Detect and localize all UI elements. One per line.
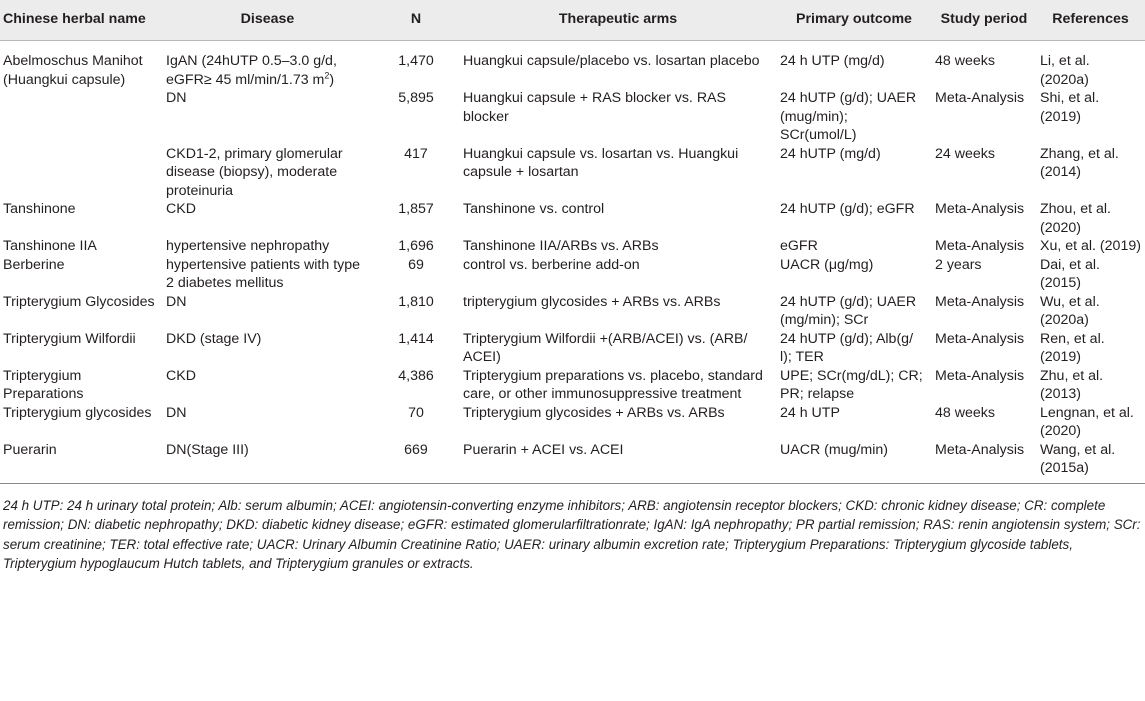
table-footnote: 24 h UTP: 24 h urinary total protein; Alb: serum albumin; ACEI: angiotensin-converting enzyme inhibitors; ARB: angiotensin receptor blockers; CKD: chronic kidney disease; CR: complete remission; DN: diabetic nephropathy; DKD: diabetic kidney disease; eGFR: estimated glomerularfiltrationrate; IgAN: IgA nephropathy; PR partial remission; RAS: renin angiotensin system; SCr: serum creatinine; TER: total effective rate; UACR: Urinary Albumin Creatinine Ratio; UAER: urinary albumin excretion rate; Tripterygium Preparations: Tripterygium glycoside tablets, Tripterygium hypoglaucum Hutch tablets, and Tripterygium granules or extracts. <box>3 497 1141 571</box>
cell-arms: Tanshinone vs. control <box>463 201 605 217</box>
header-disease: Disease <box>240 11 295 27</box>
cell-herbal-name: Tripterygium glycosides <box>3 404 152 421</box>
table-row <box>0 256 1145 293</box>
cell-herbal-name: Tripterygium Wilfordii <box>3 330 136 347</box>
cell-period: 48 weeks <box>935 404 995 421</box>
cell-disease: DN <box>166 90 187 106</box>
cell-herbal-name: Berberine <box>3 256 65 273</box>
table-row <box>0 89 1145 145</box>
cell-n: 1,810 <box>398 293 434 310</box>
cell-herbal-name <box>0 145 163 201</box>
cell-arms: tripterygium glycosides + ARBs vs. ARBs <box>463 293 721 310</box>
table-row <box>0 441 1145 484</box>
table-row <box>0 145 1145 201</box>
cell-references: Zhu, et al. (2013) <box>1040 367 1104 402</box>
table-row <box>0 200 1145 237</box>
cell-arms: Tripterygium preparations vs. placebo, standard care, or other immunosuppressive treatment <box>463 367 763 402</box>
cell-herbal-name: Abelmoschus Manihot (Huangkui capsule) <box>3 53 143 88</box>
cell-period: Meta-Analysis <box>935 201 1025 217</box>
cell-disease: CKD <box>166 367 196 384</box>
cell-disease: hypertensive patients with type 2 diabetes mellitus <box>166 256 361 291</box>
table-row <box>0 237 1145 256</box>
cell-n: 669 <box>404 441 428 458</box>
table-row <box>0 404 1145 441</box>
cell-references: Dai, et al. (2015) <box>1040 256 1100 291</box>
header-therapeutic-arms: Therapeutic arms <box>558 11 678 27</box>
cell-disease: CKD1-2, primary glomerular disease (biopsy), moderate proteinuria <box>166 145 343 199</box>
cell-period: Meta-Analysis <box>935 293 1025 310</box>
cell-references: Ren, et al. (2019) <box>1040 330 1105 365</box>
cell-n: 1,470 <box>398 53 434 69</box>
cell-outcome: eGFR <box>780 238 818 254</box>
header-n: N <box>410 11 422 27</box>
header-references: References <box>1052 11 1129 27</box>
cell-outcome: UPE; SCr(mg/dL); CR; PR; relapse <box>780 367 923 402</box>
cell-period: Meta-Analysis <box>935 367 1025 384</box>
cell-disease: DKD (stage IV) <box>166 330 262 347</box>
cell-herbal-name: Puerarin <box>3 441 57 458</box>
cell-arms: Huangkui capsule + RAS blocker vs. RAS blocker <box>463 90 726 125</box>
cell-n: 1,414 <box>398 330 434 347</box>
cell-disease: CKD <box>166 201 196 217</box>
cell-outcome: 24 hUTP (g/d); UAER (mug/min); SCr(umol/L) <box>780 90 917 143</box>
cell-references: Shi, et al. (2019) <box>1040 90 1100 125</box>
cell-references: Lengnan, et al. (2020) <box>1040 404 1134 439</box>
cell-outcome: 24 hUTP (mg/d) <box>780 145 881 162</box>
cell-period: 24 weeks <box>935 145 995 162</box>
header-study-period: Study period <box>940 11 1028 27</box>
cell-disease <box>163 41 373 90</box>
cell-period: Meta-Analysis <box>935 90 1025 106</box>
header-herbal-name: Chinese herbal name <box>3 11 146 27</box>
cell-outcome: 24 h UTP <box>780 404 840 421</box>
cell-n: 5,895 <box>398 90 434 106</box>
cell-references: Zhou, et al. (2020) <box>1040 201 1111 236</box>
cell-disease-end: ) <box>329 71 335 88</box>
cell-arms: Tanshinone IIA/ARBs vs. ARBs <box>463 238 659 254</box>
cell-n: 4,386 <box>398 367 434 384</box>
cell-period: Meta-Analysis <box>935 330 1025 347</box>
cell-references: Li, et al. (2020a) <box>1040 53 1090 88</box>
table-row <box>0 330 1145 367</box>
cell-arms: Tripterygium glycosides + ARBs vs. ARBs <box>463 404 725 421</box>
cell-n: 1,696 <box>398 238 434 254</box>
cell-arms: control vs. berberine add-on <box>463 256 640 273</box>
cell-outcome: UACR (mug/min) <box>780 441 888 458</box>
cell-references: Wang, et al. (2015a) <box>1040 441 1116 476</box>
cell-references: Zhang, et al. (2014) <box>1040 145 1119 180</box>
cell-outcome: 24 hUTP (g/d); UAER (mg/min); SCr <box>780 293 917 328</box>
cell-herbal-name: Tanshinone IIA <box>3 238 97 254</box>
cell-disease: DN <box>166 293 187 310</box>
cell-herbal-name: Tanshinone <box>3 201 76 217</box>
cell-n: 417 <box>404 145 428 162</box>
cell-references: Xu, et al. (2019) <box>1040 238 1141 254</box>
table-row <box>0 293 1145 330</box>
superscript: 2 <box>324 69 330 80</box>
cell-n: 69 <box>408 256 424 273</box>
cell-references: Wu, et al. (2020a) <box>1040 293 1100 328</box>
header-row <box>0 0 1145 41</box>
table-row <box>0 41 1145 90</box>
cell-disease: DN <box>166 404 187 421</box>
cell-period: 48 weeks <box>935 53 995 69</box>
cell-herbal-name: Tripterygium Preparations <box>3 367 84 402</box>
cell-disease-text: IgAN (24hUTP 0.5–3.0 g/d, eGFR≥ 45 ml/min/1.73 m <box>166 53 337 88</box>
cell-herbal-name: Tripterygium Glycosides <box>3 293 155 310</box>
cell-arms: Huangkui capsule vs. losartan vs. Huangkui capsule + losartan <box>463 145 739 180</box>
header-primary-outcome: Primary outcome <box>796 11 912 27</box>
table-row <box>0 367 1145 404</box>
cell-arms: Puerarin + ACEI vs. ACEI <box>463 441 624 458</box>
cell-period: Meta-Analysis <box>935 441 1025 458</box>
cell-arms: Tripterygium Wilfordii +(ARB/ACEI) vs. (ARB/ ACEI) <box>463 330 748 365</box>
cell-period: Meta-Analysis <box>935 238 1025 254</box>
cell-disease: DN(Stage III) <box>166 441 249 458</box>
cell-n: 1,857 <box>398 201 434 217</box>
cell-disease: hypertensive nephropathy <box>166 238 330 254</box>
cell-period: 2 years <box>935 256 982 273</box>
cell-outcome: 24 hUTP (g/d); Alb(g/ l); TER <box>780 330 914 365</box>
cell-arms: Huangkui capsule/placebo vs. losartan placebo <box>463 53 760 69</box>
cell-outcome: 24 h UTP (mg/d) <box>780 53 885 69</box>
cell-herbal-name <box>0 89 163 145</box>
cell-n: 70 <box>408 404 424 421</box>
cell-outcome: UACR (μg/mg) <box>780 256 874 273</box>
cell-outcome: 24 hUTP (g/d); eGFR <box>780 201 915 217</box>
